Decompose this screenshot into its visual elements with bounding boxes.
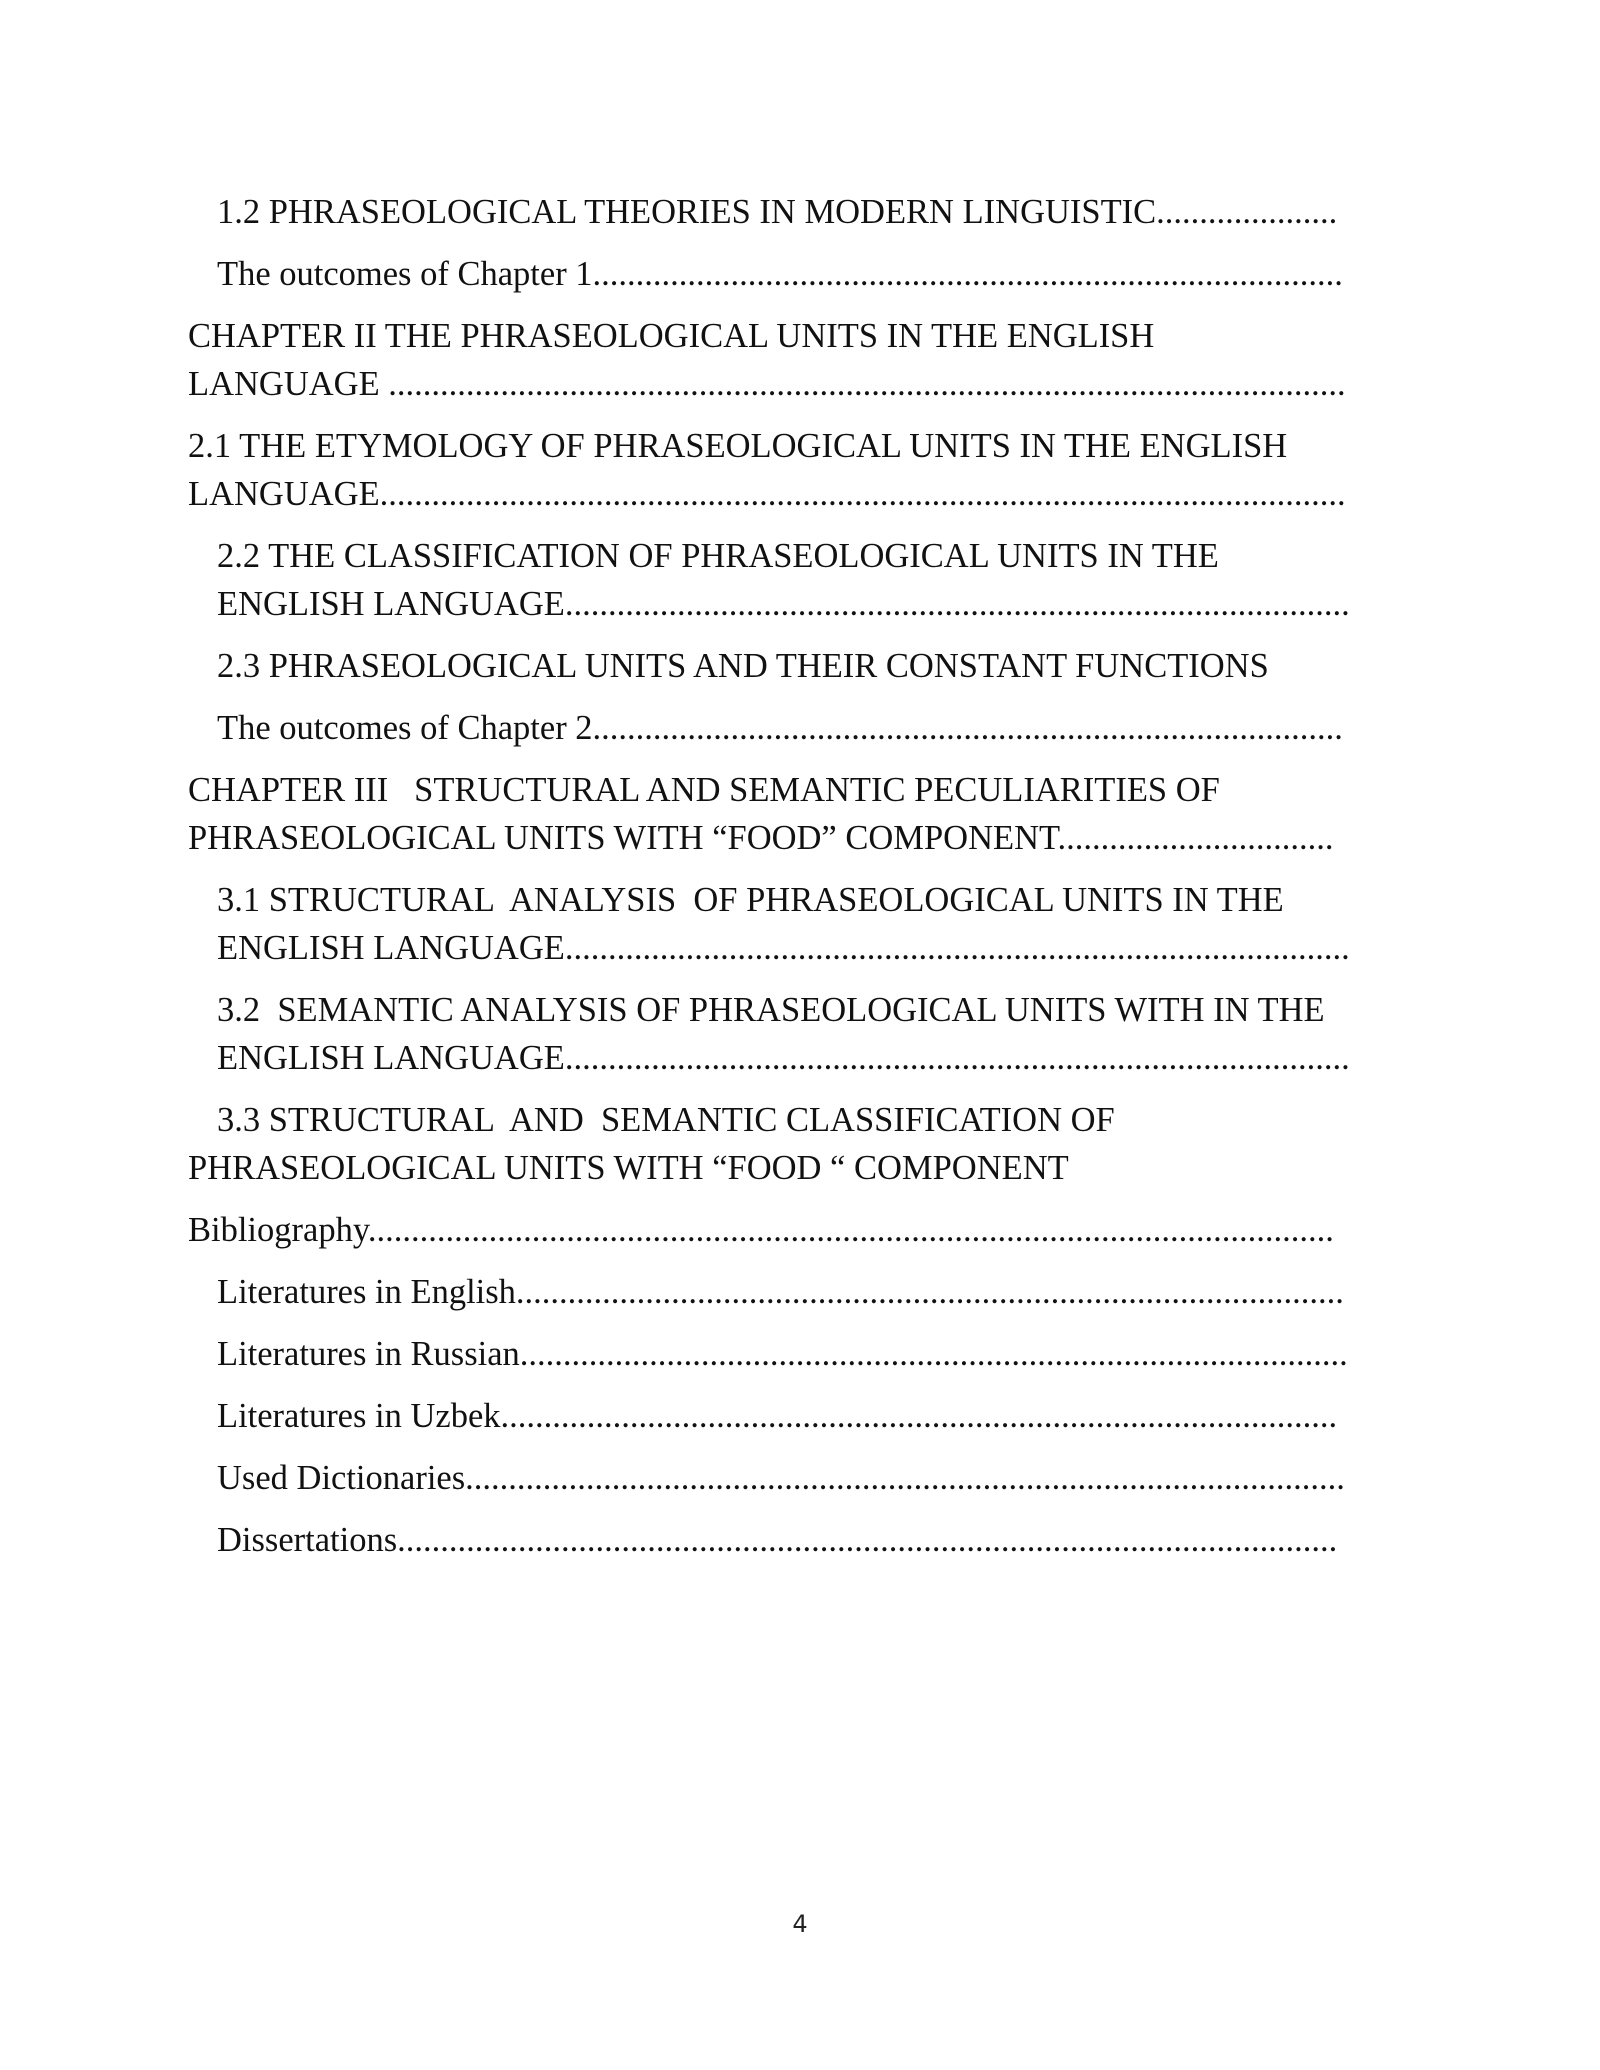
toc-entry-literatures-english[interactable]: Literatures in English................................................................................................ [217, 1273, 1344, 1311]
toc-entry-outcomes-chapter-1[interactable]: The outcomes of Chapter 1....................................................................................... [217, 255, 1343, 293]
toc-entry-2-2[interactable]: 2.2 THE CLASSIFICATION OF PHRASEOLOGICAL UNITS IN THE ENGLISH LANGUAGE........................................................................................... [217, 537, 1350, 623]
toc-entry-bibliography[interactable]: Bibliography................................................................................................................ [188, 1211, 1334, 1249]
toc-entry-2-3[interactable]: 2.3 PHRASEOLOGICAL UNITS AND THEIR CONSTANT FUNCTIONS [217, 647, 1269, 685]
page-number: 4 [792, 1910, 808, 1938]
toc-entry-2-1[interactable]: 2.1 THE ETYMOLOGY OF PHRASEOLOGICAL UNITS IN THE ENGLISH LANGUAGE................................................................................................................ [188, 427, 1346, 513]
toc-entry-literatures-russian[interactable]: Literatures in Russian................................................................................................ [217, 1335, 1348, 1373]
toc-entry-3-2[interactable]: 3.2 SEMANTIC ANALYSIS OF PHRASEOLOGICAL UNITS WITH IN THE ENGLISH LANGUAGE........................................................................................... [217, 991, 1350, 1077]
toc-entry-chapter-2[interactable]: CHAPTER II THE PHRASEOLOGICAL UNITS IN THE ENGLISH LANGUAGE ............................................................................................................... [188, 317, 1346, 403]
table-of-contents [188, 188, 1410, 1578]
toc-entry-used-dictionaries[interactable]: Used Dictionaries...................................................................................................... [217, 1459, 1345, 1497]
toc-entry-dissertations[interactable]: Dissertations............................................................................................................. [217, 1521, 1338, 1559]
toc-entry-3-1[interactable]: 3.1 STRUCTURAL ANALYSIS OF PHRASEOLOGICAL UNITS IN THE ENGLISH LANGUAGE........................................................................................... [217, 881, 1350, 967]
toc-entry-outcomes-chapter-2[interactable]: The outcomes of Chapter 2....................................................................................... [217, 709, 1343, 747]
toc-entry-literatures-uzbek[interactable]: Literatures in Uzbek................................................................................................. [217, 1397, 1338, 1435]
toc-entry-1-2[interactable]: 1.2 PHRASEOLOGICAL THEORIES IN MODERN LINGUISTIC..................... [217, 193, 1338, 231]
toc-entry-3-3[interactable]: 3.3 STRUCTURAL AND SEMANTIC CLASSIFICATION OF [217, 1101, 1115, 1139]
toc-entry-chapter-3[interactable]: CHAPTER III STRUCTURAL AND SEMANTIC PECULIARITIES OF PHRASEOLOGICAL UNITS WITH “FOOD” COMPONENT................................ [188, 771, 1334, 857]
toc-entry-3-3-continued[interactable]: PHRASEOLOGICAL UNITS WITH “FOOD “ COMPONENT [188, 1149, 1069, 1187]
